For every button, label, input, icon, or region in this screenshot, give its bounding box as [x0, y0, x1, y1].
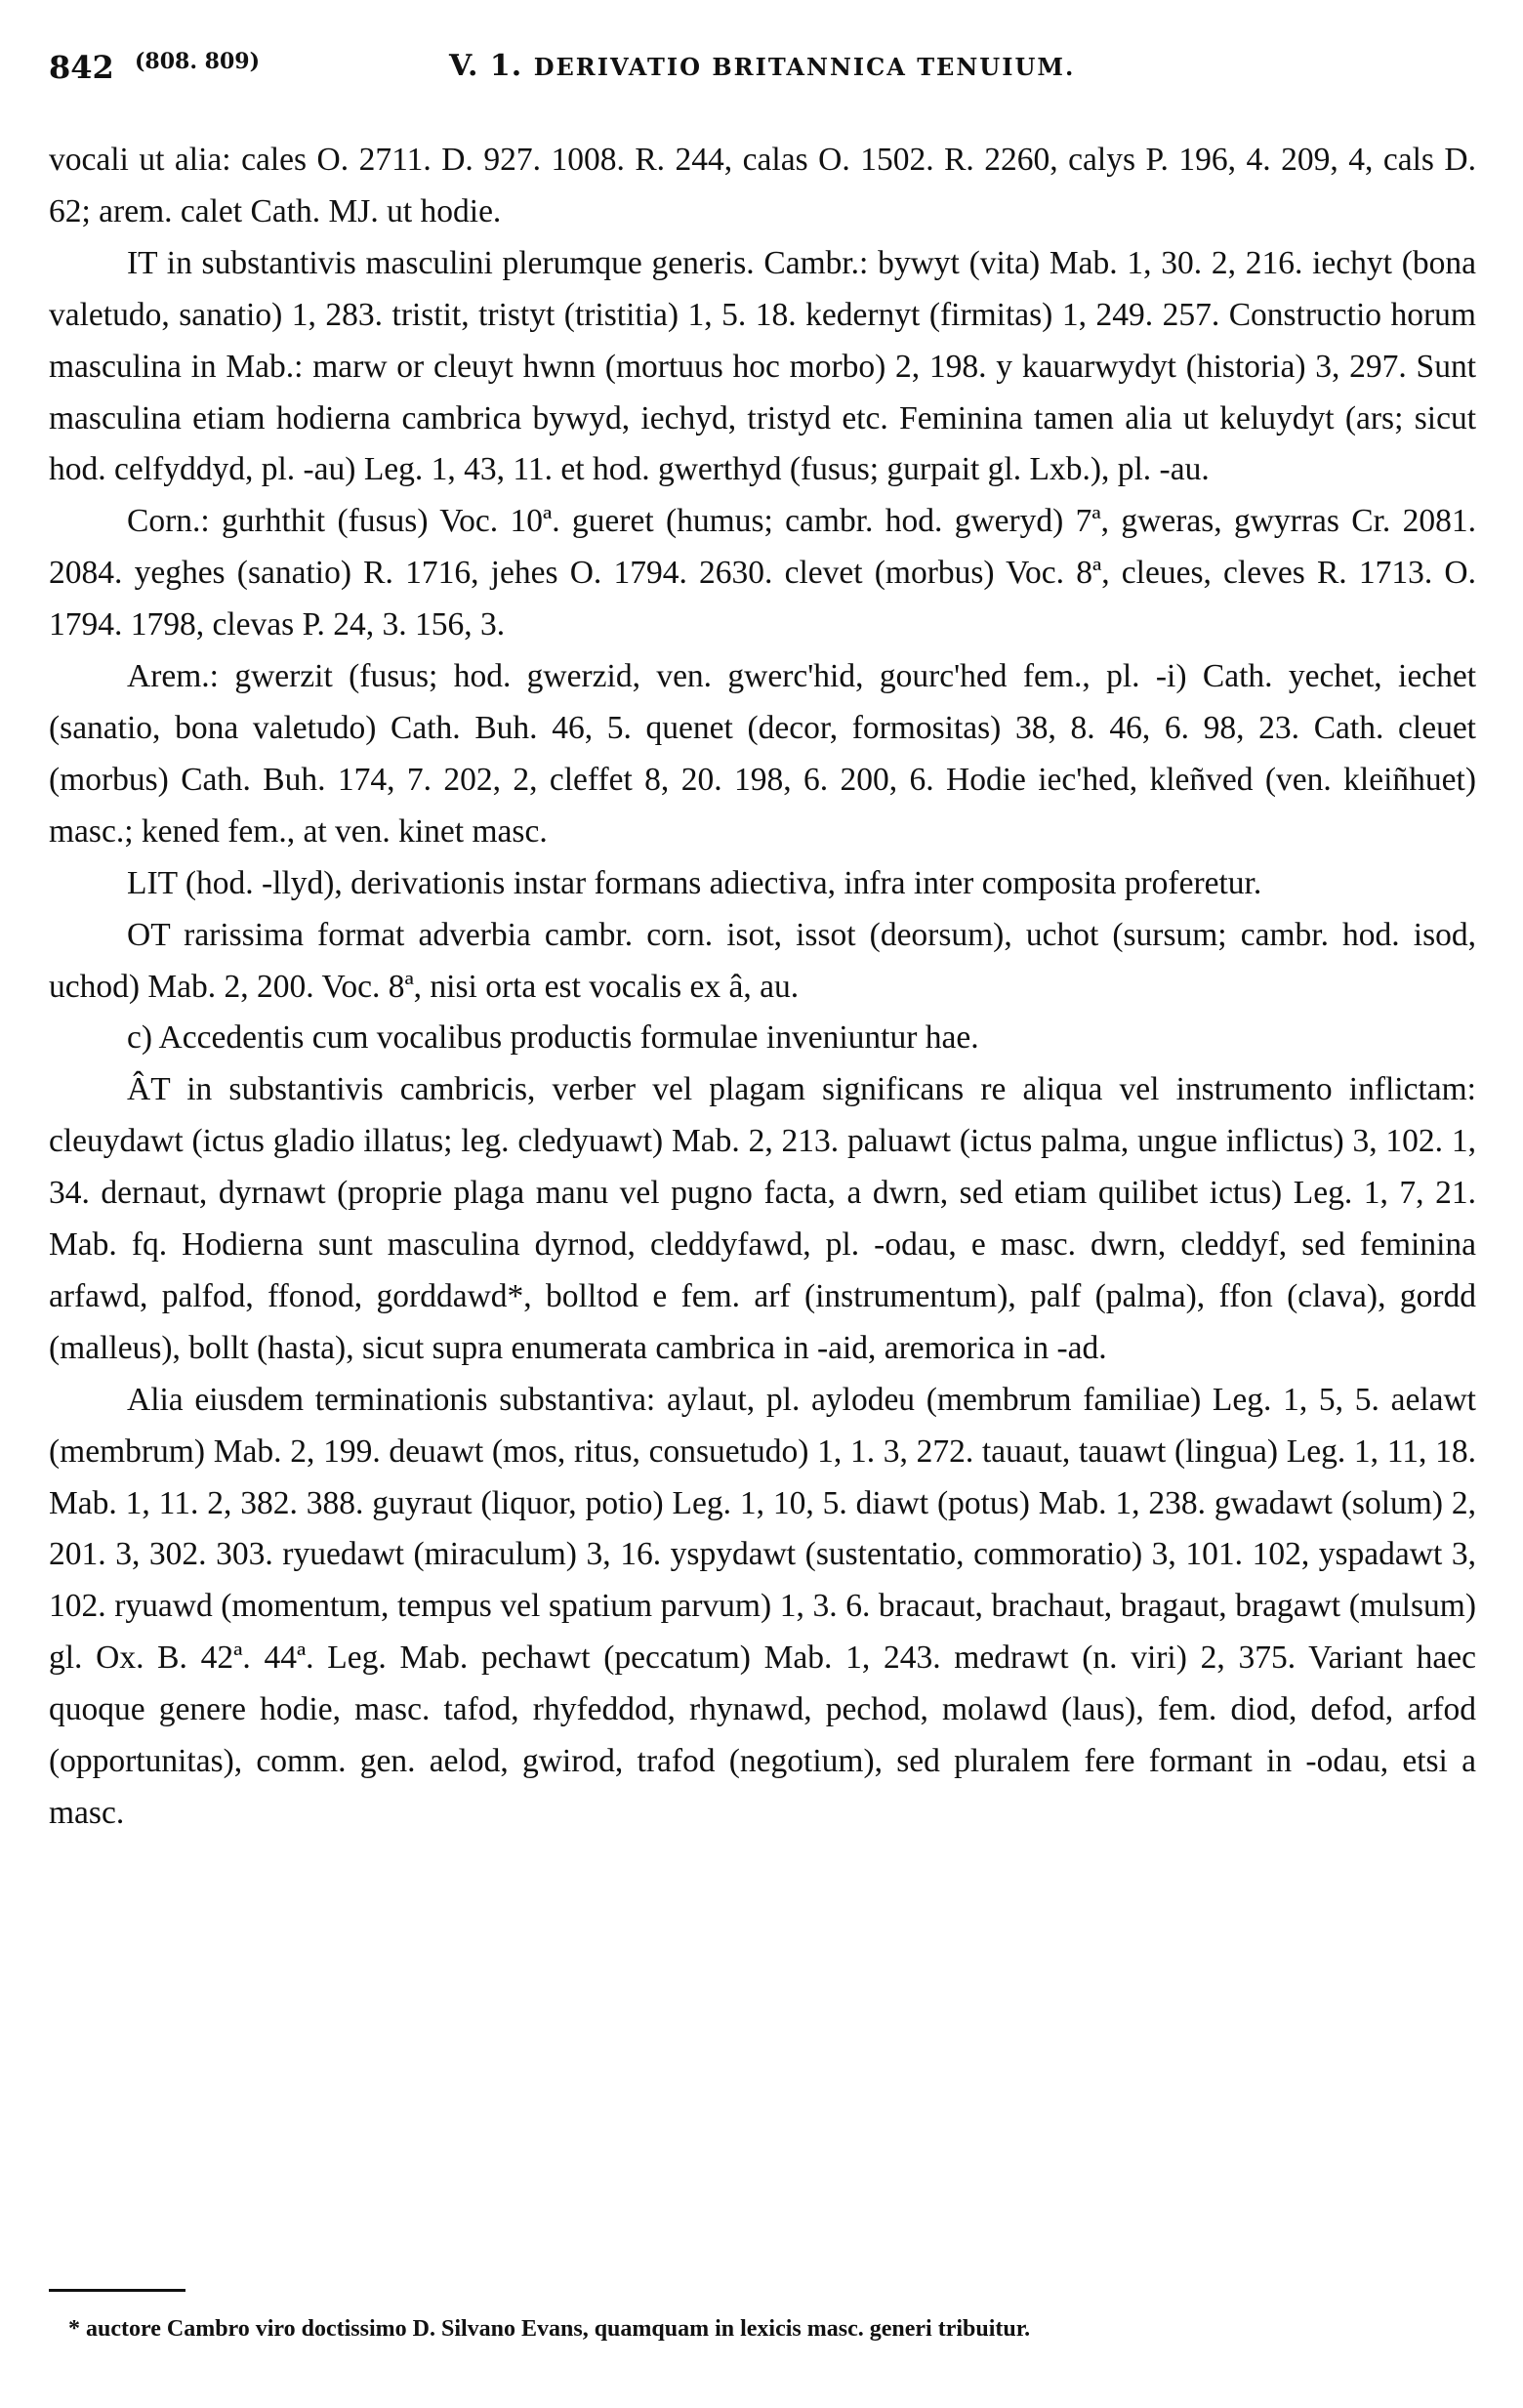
paragraph-7: c) Accedentis cum vocalibus productis formulae inveniuntur hae.: [127, 1019, 979, 1057]
paragraph-9: Alia eiusdem terminationis substantiva: aylaut, pl. aylodeu (membrum familiae) Leg. 1, 5, 5. aelawt (membrum) Mab. 2, 199. deuawt (mos, ritus, consuetudo) 1, 1. 3, 272. tauaut, tauawt (lingua) Leg. 1, 11, 18. Mab. 1, 11. 2, 382. 388. guyraut (liquor, potio) Leg. 1, 10, 5. diawt (potus) Mab. 1, 238. gwadawt (solum) 2, 201. 3, 302. 303. ryuedawt (miraculum) 3, 16. yspydawt (sustentatio, commoratio) 3, 101. 102, yspadawt 3, 102. ryuawd (momentum, tempus vel spatium parvum) 1, 3. 6. bracaut, brachaut, bragaut, bragawt (mulsum) gl. Ox. B. 42ª. 44ª. Leg. Mab. pechawt (peccatum) Mab. 1, 243. medrawt (n. viri) 2, 375. Variant haec quoque genere hodie, masc. tafod, rhyfeddod, rhynawd, pechod, molawd (laus), fem. diod, defod, arfod (opportunitas), comm. gen. aelod, gwirod, trafod (negotium), sed pluralem fere formant in -odau, etsi a masc.: [49, 1381, 1476, 1831]
paragraph-8: ÂT in substantivis cambricis, verber vel plagam significans re aliqua vel instrumento inflictam: cleuydawt (ictus gladio illatus; leg. cledyuawt) Mab. 2, 213. paluawt (ictus palma, ungue inflictus) 3, 102. 1, 34. dernaut, dyrnawt (proprie plaga manu vel pugno facta, a dwrn, sed etiam quilibet ictus) Leg. 1, 7, 21. Mab. fq. Hodierna sunt masculina dyrnod, cleddyfawd, pl. -odau, e masc. dwrn, cleddyf, sed feminina arfawd, palfod, ffonod, gorddawd*, bolltod e fem. arf (instrumentum), palf (palma), ffon (clava), gordd (malleus), bollt (hasta), sicut supra enumerata cambrica in -aid, aremorica in -ad.: [49, 1071, 1476, 1366]
paragraph-3: Corn.: gurhthit (fusus) Voc. 10ª. gueret (humus; cambr. hod. gweryd) 7ª, gweras, gwyrras Cr. 2081. 2084. yeghes (sanatio) R. 1716, jehes O. 1794. 2630. clevet (morbus) Voc. 8ª, cleues, cleves R. 1713. O. 1794. 1798, clevas P. 24, 3. 156, 3.: [49, 503, 1476, 644]
chapter-title: DERIVATIO BRITANNICA TENUIUM.: [533, 53, 1076, 81]
page-number: 842: [49, 49, 114, 86]
paragraph-4: Arem.: gwerzit (fusus; hod. gwerzid, ven. gwerc'hid, gourc'hed fem., pl. -i) Cath. yechet, iechet (sanatio, bona valetudo) Cath. Buh. 46, 5. quenet (decor, formositas) 38, 8. 46, 6. 98, 23. Cath. cleuet (morbus) Cath. Buh. 174, 7. 202, 2, cleffet 8, 20. 198, 6. 200, 6. Hodie iec'hed, kleñved (ven. kleiñhuet) masc.; kened fem., at ven. kinet masc.: [49, 658, 1476, 850]
main-text: [49, 135, 1476, 1840]
paragraph-2: IT in substantivis masculini plerumque generis. Cambr.: bywyt (vita) Mab. 1, 30. 2, 216. iechyt (bona valetudo, sanatio) 1, 283. tristit, tristyt (tristitia) 1, 5. 18. kedernyt (firmitas) 1, 249. 257. Constructio horum masculina in Mab.: marw or cleuyt hwnn (mortuus hoc morbo) 2, 198. y kauarwydyt (historia) 3, 297. Sunt masculina etiam hodierna cambrica bywyd, iechyd, tristyd etc. Feminina tamen alia ut keluydyt (ars; sicut hod. celfyddyd, pl. -au) Leg. 1, 43, 11. et hod. gwerthyd (fusus; gurpait gl. Lxb.), pl. -au.: [49, 244, 1476, 488]
paragraph-5: LIT (hod. -llyd), derivationis instar formans adiectiva, infra inter composita proferetur.: [127, 864, 1262, 901]
paragraph-1: vocali ut alia: cales O. 2711. D. 927. 1008. R. 244, calas O. 1502. R. 2260, calys P. 196, 4. 209, 4, cals D. 62; arem. calet Cath. MJ. ut hodie.: [49, 142, 1476, 229]
paragraph-6: OT rarissima format adverbia cambr. corn. isot, issot (deorsum), uchot (sursum; cambr. hod. isod, uchod) Mab. 2, 200. Voc. 8ª, nisi orta est vocalis ex â, au.: [49, 916, 1476, 1005]
header-title: [449, 49, 1075, 83]
footnote-rule: [49, 2289, 185, 2292]
section-number: V. 1.: [449, 49, 523, 83]
column-numbers: (808. 809): [135, 49, 260, 74]
running-header: [49, 49, 1474, 88]
footnote: * auctore Cambro viro doctissimo D. Silvano Evans, quamquam in lexicis masc. generi tribuitur.: [68, 2316, 1031, 2342]
